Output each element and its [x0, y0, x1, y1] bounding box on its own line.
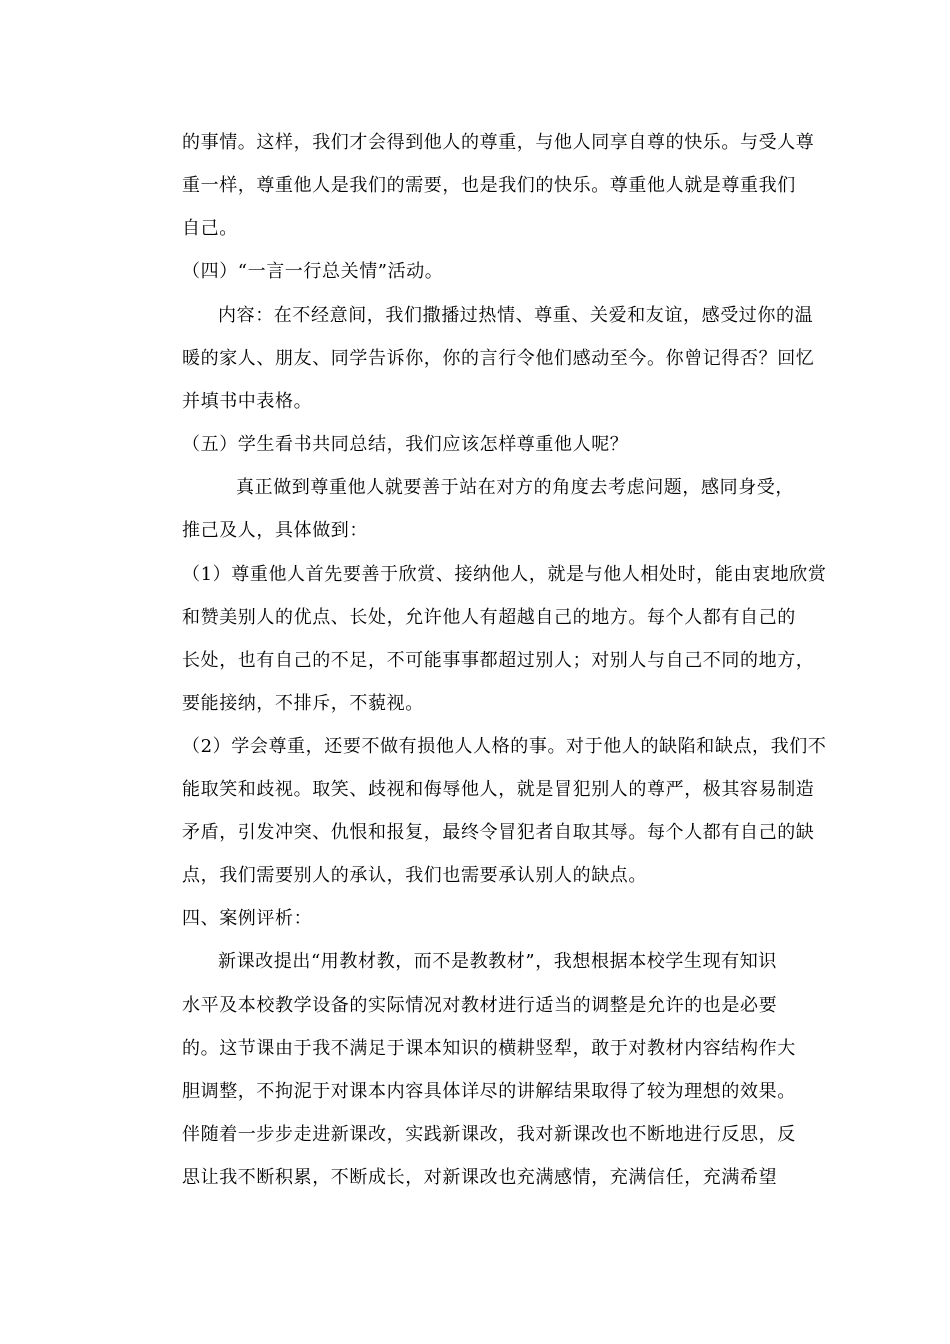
- text-line: 水平及本校教学设备的实际情况对教材进行适当的调整是允许的也是必要: [182, 995, 778, 1016]
- text-line: 真正做到尊重他人就要善于站在对方的角度去考虑问题，感同身受，: [236, 477, 794, 498]
- text-line: （1）尊重他人首先要善于欣赏、接纳他人，就是与他人相处时，能由衷地欣赏: [182, 564, 827, 585]
- text-line: 长处，也有自己的不足，不可能事事都超过别人；对别人与自己不同的地方，: [182, 650, 815, 671]
- text-line: 推己及人，具体做到：: [182, 520, 368, 541]
- text-line: 思让我不断积累，不断成长，对新课改也充满感情，充满信任，充满希望: [182, 1167, 778, 1188]
- text-line: 伴随着一步步走进新课改，实践新课改，我对新课改也不断地进行反思，反: [182, 1124, 796, 1145]
- text-line: 自己。: [182, 218, 238, 239]
- text-line: 胆调整，不拘泥于对课本内容具体详尽的讲解结果取得了较为理想的效果。: [182, 1081, 796, 1102]
- section-heading: 四、案例评析：: [182, 908, 313, 929]
- section-heading: （五）学生看书共同总结，我们应该怎样尊重他人呢？: [182, 434, 629, 455]
- text-line: 的事情。这样，我们才会得到他人的尊重，与他人同享自尊的快乐。与受人尊: [182, 132, 815, 153]
- text-line: 矛盾，引发冲突、仇恨和报复，最终令冒犯者自取其辱。每个人都有自己的缺: [182, 822, 815, 843]
- text-line: （2）学会尊重，还要不做有损他人人格的事。对于他人的缺陷和缺点，我们不: [182, 736, 827, 757]
- text-line: 新课改提出“用教材教，而不是教教材”，我想根据本校学生现有知识: [218, 951, 778, 972]
- text-line: 要能接纳，不排斥，不藐视。: [182, 693, 424, 714]
- text-line: 和赞美别人的优点、长处，允许他人有超越自己的地方。每个人都有自己的: [182, 607, 796, 628]
- section-heading: （四）“一言一行总关情”活动。: [182, 261, 444, 282]
- text-line: 内容：在不经意间，我们撒播过热情、尊重、关爱和友谊，感受过你的温: [218, 305, 814, 326]
- text-line: 重一样，尊重他人是我们的需要，也是我们的快乐。尊重他人就是尊重我们: [182, 175, 796, 196]
- text-line: 暖的家人、朋友、同学告诉你，你的言行令他们感动至今。你曾记得否？回忆: [182, 348, 815, 369]
- text-line: 点，我们需要别人的承认，我们也需要承认别人的缺点。: [182, 865, 647, 886]
- text-line: 能取笑和歧视。取笑、歧视和侮辱他人，就是冒犯别人的尊严，极其容易制造: [182, 779, 815, 800]
- text-line: 的。这节课由于我不满足于课本知识的横耕竖犁，敢于对教材内容结构作大: [182, 1038, 796, 1059]
- text-line: 并填书中表格。: [182, 391, 313, 412]
